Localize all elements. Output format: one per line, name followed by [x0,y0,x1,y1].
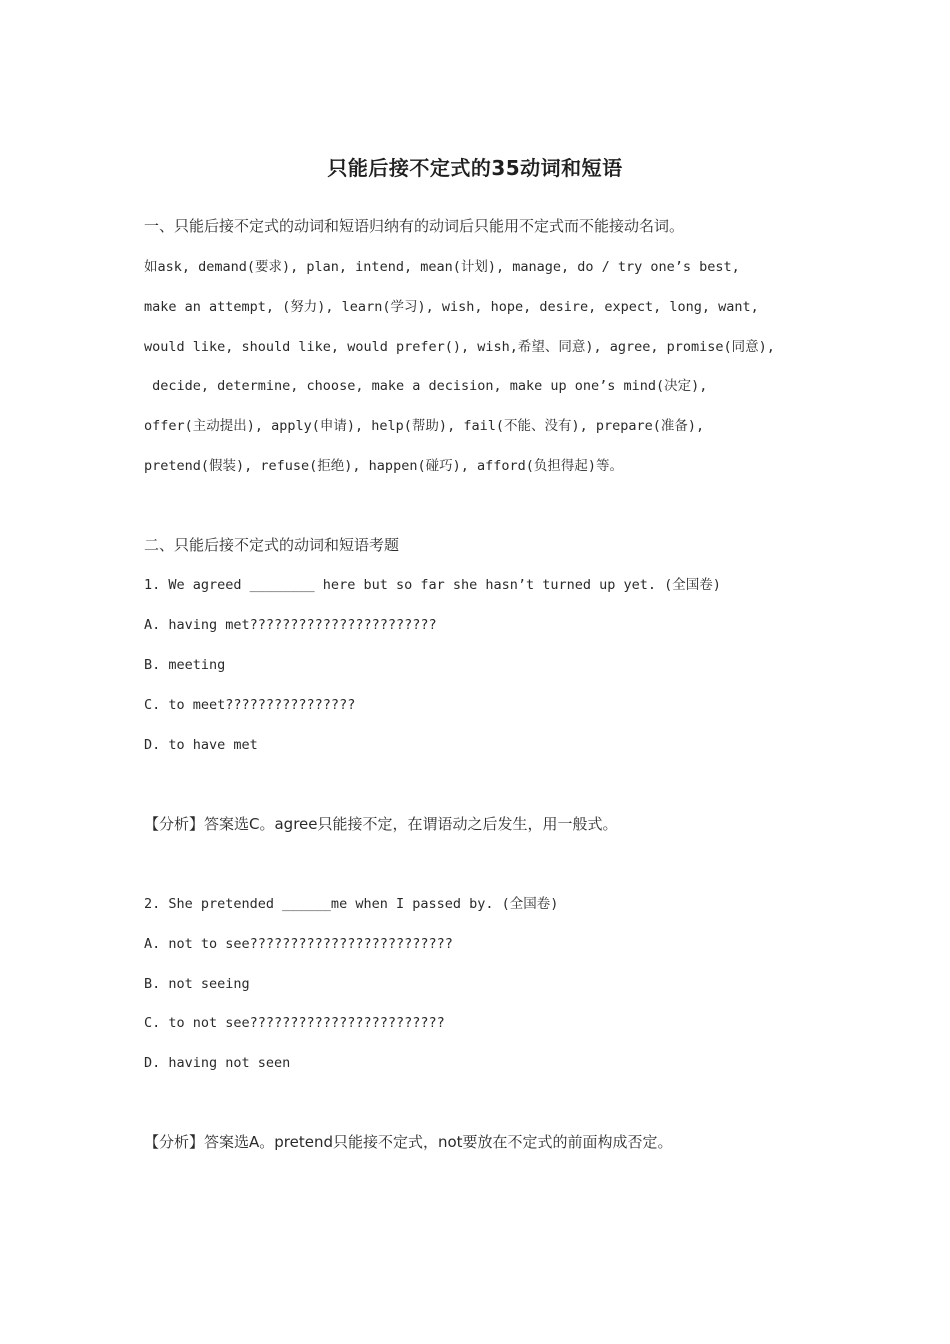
section2-heading: 二、只能后接不定式的动词和短语考题 [144,536,400,554]
question-2-stem: 2. She pretended ______me when I passed by. (全国卷) [144,896,559,912]
section1-line-1: 如ask, demand(要求), plan, intend, mean(计划), manage, do / try one’s best, [144,259,740,275]
section1-line-4: decide, determine, choose, make a decision, make up one’s mind(决定), [144,378,708,394]
question-1-option-a: A. having met??????????????????????? [144,617,437,633]
question-1-option-b: B. meeting [144,657,226,673]
question-1-analysis: 【分析】答案选C。agree只能接不定，在谓语动之后发生，用一般式。 [144,815,618,833]
question-1-option-d: D. to have met [144,737,258,753]
question-2-option-b: B. not seeing [144,976,250,992]
question-2-option-d: D. having not seen [144,1055,291,1071]
section1-line-3: would like, should like, would prefer(), wish,希望、同意), agree, promise(同意), [144,339,775,355]
question-1-stem: 1. We agreed ________ here but so far she hasn’t turned up yet. (全国卷) [144,577,721,593]
document-title: 只能后接不定式的35动词和短语 [327,156,623,180]
section1-line-6: pretend(假装), refuse(拒绝), happen(碰巧), afford(负担得起)等。 [144,458,623,474]
question-2-option-a: A. not to see????????????????????????? [144,936,453,952]
question-1-option-c: C. to meet???????????????? [144,697,356,713]
question-2-analysis: 【分析】答案选A。pretend只能接不定式，not要放在不定式的前面构成否定。 [144,1133,673,1151]
section1-heading: 一、只能后接不定式的动词和短语归纳有的动词后只能用不定式而不能接动名词。 [144,217,685,235]
section1-line-2: make an attempt, (努力), learn(学习), wish, hope, desire, expect, long, want, [144,299,759,315]
section1-line-5: offer(主动提出), apply(申请), help(帮助), fail(不能、没有), prepare(准备), [144,418,705,434]
question-2-option-c: C. to not see???????????????????????? [144,1015,445,1031]
